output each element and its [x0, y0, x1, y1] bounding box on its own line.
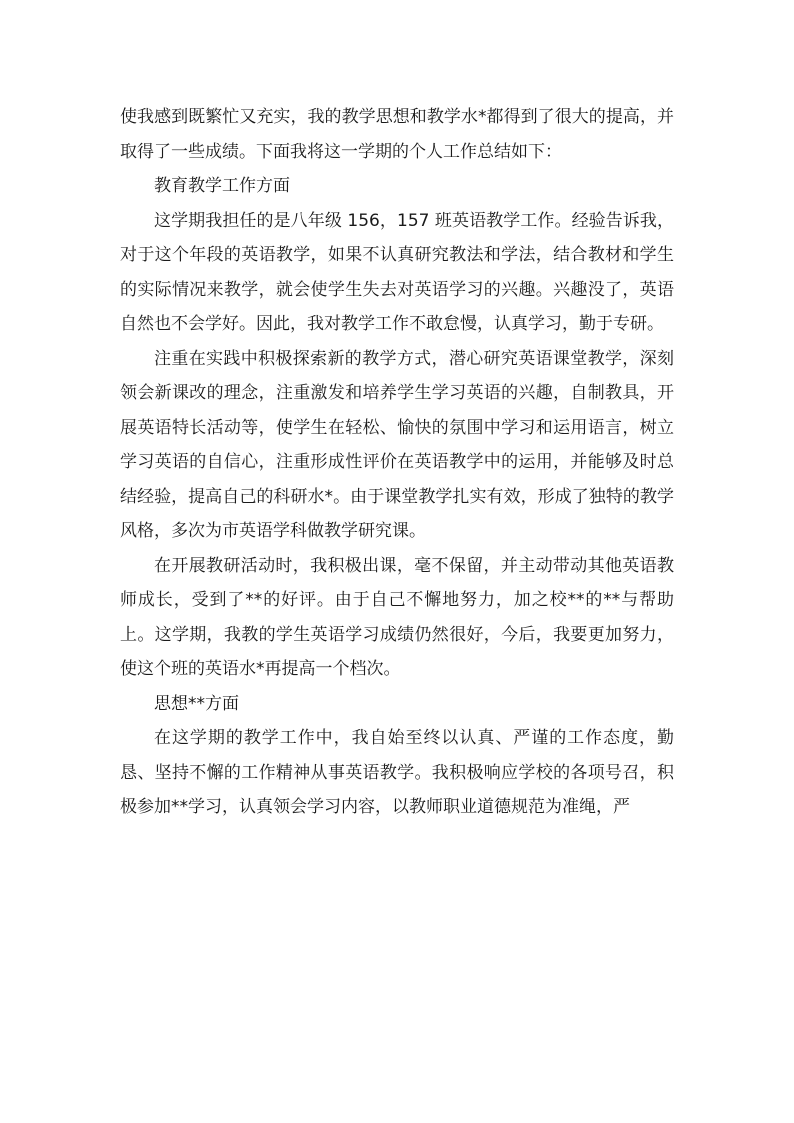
- paragraph-work-attitude: 在这学期的教学工作中，我自始至终以认真、严谨的工作态度，勤恳、坚持不懈的工作精神从事英语教学。我积极响应学校的各项号召，积极参加**学习，认真领会学习内容，以教师职业道德规范为准绳，严: [120, 728, 674, 817]
- paragraph-research-activities: 在开展教研活动时，我积极出课，毫不保留，并主动带动其他英语教师成长，受到了**的好评。由于自己不懈地努力，加之校**的**与帮助上。这学期，我教的学生英语学习成绩仍然很好，今后，我要更加努力，使这个班的英语水*再提高一个档次。: [120, 555, 674, 679]
- section-heading-ideology: 思想**方面: [154, 693, 239, 714]
- paragraph-teaching-assignment: 这学期我担任的是八年级 156，157 班英语教学工作。经验告诉我，对于这个年段的英语教学，如果不认真研究教法和学法，结合教材和学生的实际情况来教学，就会使学生失去对英语学习的兴趣。兴趣没了，英语自然也不会学好。因此，我对教学工作不敢怠慢，认真学习，勤于专研。: [120, 210, 674, 334]
- document-body: [120, 100, 674, 825]
- paragraph-intro-continuation: 使我感到既繁忙又充实，我的教学思想和教学水*都得到了很大的提高，并取得了一些成绩。下面我将这一学期的个人工作总结如下：: [120, 107, 674, 162]
- section-heading-teaching: 教育教学工作方面: [154, 176, 290, 196]
- paragraph-teaching-methods: 注重在实践中积极探索新的教学方式，潜心研究英语课堂教学，深刻领会新课改的理念，注重激发和培养学生学习英语的兴趣，自制教具，开展英语特长活动等，使学生在轻松、愉快的氛围中学习和运用语言，树立学习英语的自信心，注重形成性评价在英语教学中的运用，并能够及时总结经验，提高自己的科研水*。由于课堂教学扎实有效，形成了独特的教学风格，多次为市英语学科做教学研究课。: [120, 348, 674, 541]
